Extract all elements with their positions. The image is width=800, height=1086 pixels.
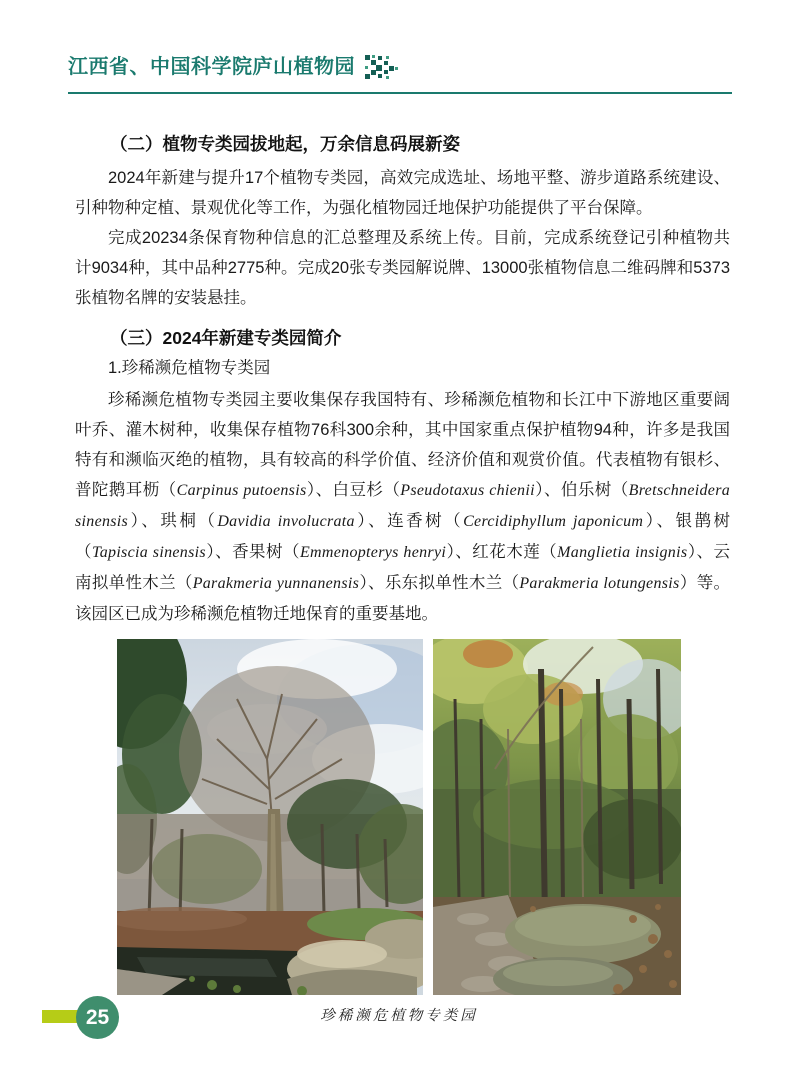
photo-rare-plants-garden-left (117, 639, 423, 995)
section-heading-2: （二）植物专类园拔地起，万余信息码展新姿 (110, 134, 460, 154)
photo-row (117, 639, 681, 995)
article-body (0, 131, 800, 1025)
header-title: 江西省、中国科学院庐山植物园 (68, 56, 355, 78)
section-heading-3: （三）2024年新建专类园简介 (110, 328, 342, 348)
paragraph-info-codes: 完成20234条保育物种信息的汇总整理及系统上传。目前，完成系统登记引种植物共计9034种，其中品种2775种。完成20张专类园解说牌、13000张植物信息二维码牌和5373张植物名牌的安装悬挂。 (75, 229, 730, 307)
photo-figure (117, 639, 681, 1025)
paragraph-garden-build: 2024年新建与提升17个植物专类园，高效完成选址、场地平整、游步道路系统建设、引种物种定植、景观优化等工作，为强化植物园迁地保护功能提供了平台保障。 (75, 169, 730, 217)
page-header (68, 0, 732, 94)
photo-rare-plants-garden-right (433, 639, 681, 995)
paragraph-rare-plants-detail: 珍稀濒危植物专类园主要收集保存我国特有、珍稀濒危植物和长江中下游地区重要阔叶乔、灌木树种，收集保存植物76科300余种，其中国家重点保护植物94种，许多是我国特有和濒临灭绝的植物，具有较高的科学价值、经济价值和观赏价值。代表植物有银杉、普陀鹅耳枥（Carpinus putoensis）、白豆杉（Pseudotaxus chienii）、伯乐树（Bretschneidera sinensis）、珙桐（Davidia involucrata）、连香树（Cercidiphyllum japonicum）、银鹊树（Tapiscia sinensis）、香果树（Emmenopterys henryi）、红花木莲（Manglietia insignis）、云南拟单性木兰（Parakmeria yunnanensis）、乐东拟单性木兰（Parakmeria lotungensis）等。该园区已成为珍稀濒危植物迁地保育的重要基地。 (75, 391, 731, 623)
photo-caption: 珍稀濒危植物专类园 (320, 1008, 478, 1024)
subsection-title-rare-plants: 1.珍稀濒危植物专类园 (108, 359, 271, 377)
page-number-badge: 25 (76, 996, 119, 1039)
pixel-double-chevron-icon (364, 54, 398, 80)
